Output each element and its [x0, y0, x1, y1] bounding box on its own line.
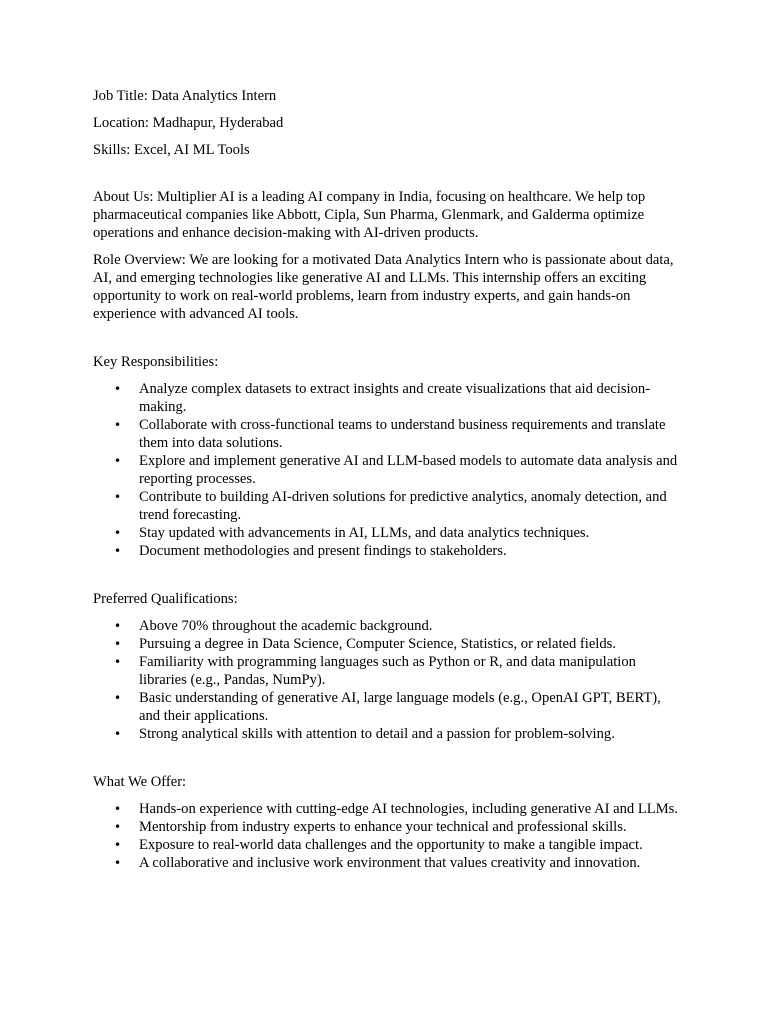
bullet-icon: •	[114, 727, 122, 741]
list-item	[93, 524, 683, 542]
list-item-text: Mentorship from industry experts to enhance your technical and professional skills.	[139, 819, 627, 835]
list-item	[93, 800, 683, 818]
list-item	[93, 617, 683, 635]
list-item	[93, 854, 683, 872]
responsibilities-heading: Key Responsibilities:	[93, 354, 219, 370]
list-item-text: Explore and implement generative AI and LLM-based models to automate data analysis and reporting processes.	[139, 453, 678, 487]
bullet-icon: •	[114, 820, 122, 834]
bullet-icon: •	[114, 544, 122, 558]
bullet-icon: •	[114, 619, 122, 633]
job-location: Location: Madhapur, Hyderabad	[93, 115, 284, 131]
list-item	[93, 635, 683, 653]
bullet-icon: •	[114, 382, 122, 396]
qualifications-heading: Preferred Qualifications:	[93, 591, 238, 607]
list-item-text: Document methodologies and present findings to stakeholders.	[139, 543, 507, 559]
list-item	[93, 416, 683, 452]
bullet-icon: •	[114, 526, 122, 540]
about-us-paragraph: About Us: Multiplier AI is a leading AI company in India, focusing on healthcare. We help top pharmaceutical companies like Abbott, Cipla, Sun Pharma, Glenmark, and Galderma optimize operations and enhance decision-making with AI-driven products.	[93, 189, 646, 241]
list-item-text: Stay updated with advancements in AI, LLMs, and data analytics techniques.	[139, 525, 590, 541]
bullet-icon: •	[114, 637, 122, 651]
list-item-text: Contribute to building AI-driven solutions for predictive analytics, anomaly detection, and trend forecasting.	[139, 489, 667, 523]
document-page	[93, 87, 683, 872]
qualifications-list	[93, 617, 683, 743]
list-item	[93, 488, 683, 524]
offer-list	[93, 800, 683, 872]
list-item-text: Pursuing a degree in Data Science, Computer Science, Statistics, or related fields.	[139, 636, 616, 652]
list-item	[93, 689, 683, 725]
list-item	[93, 653, 683, 689]
list-item	[93, 836, 683, 854]
list-item-text: Exposure to real-world data challenges and the opportunity to make a tangible impact.	[139, 837, 643, 853]
list-item	[93, 380, 683, 416]
job-title: Job Title: Data Analytics Intern	[93, 88, 277, 104]
role-overview-paragraph: Role Overview: We are looking for a motivated Data Analytics Intern who is passionate about data, AI, and emerging technologies like generative AI and LLMs. This internship offers an exciting opportunity to work on real-world problems, learn from industry experts, and gain hands-on experience with advanced AI tools.	[93, 252, 674, 322]
bullet-icon: •	[114, 418, 122, 432]
list-item	[93, 542, 683, 560]
bullet-icon: •	[114, 838, 122, 852]
offer-heading: What We Offer:	[93, 774, 187, 790]
list-item-text: Analyze complex datasets to extract insights and create visualizations that aid decision-making.	[139, 381, 651, 415]
list-item-text: Collaborate with cross-functional teams to understand business requirements and translate them into data solutions.	[139, 417, 666, 451]
responsibilities-list	[93, 380, 683, 560]
list-item-text: Basic understanding of generative AI, large language models (e.g., OpenAI GPT, BERT), and their applications.	[139, 690, 661, 724]
bullet-icon: •	[114, 454, 122, 468]
list-item-text: Above 70% throughout the academic background.	[139, 618, 433, 634]
list-item	[93, 452, 683, 488]
list-item-text: A collaborative and inclusive work environment that values creativity and innovation.	[139, 855, 641, 871]
bullet-icon: •	[114, 802, 122, 816]
job-skills: Skills: Excel, AI ML Tools	[93, 142, 250, 158]
list-item-text: Familiarity with programming languages such as Python or R, and data manipulation libraries (e.g., Pandas, NumPy).	[139, 654, 636, 688]
list-item-text: Hands-on experience with cutting-edge AI technologies, including generative AI and LLMs.	[139, 801, 678, 817]
bullet-icon: •	[114, 490, 122, 504]
bullet-icon: •	[114, 655, 122, 669]
list-item	[93, 725, 683, 743]
list-item	[93, 818, 683, 836]
list-item-text: Strong analytical skills with attention to detail and a passion for problem-solving.	[139, 726, 615, 742]
bullet-icon: •	[114, 691, 122, 705]
bullet-icon: •	[114, 856, 122, 870]
